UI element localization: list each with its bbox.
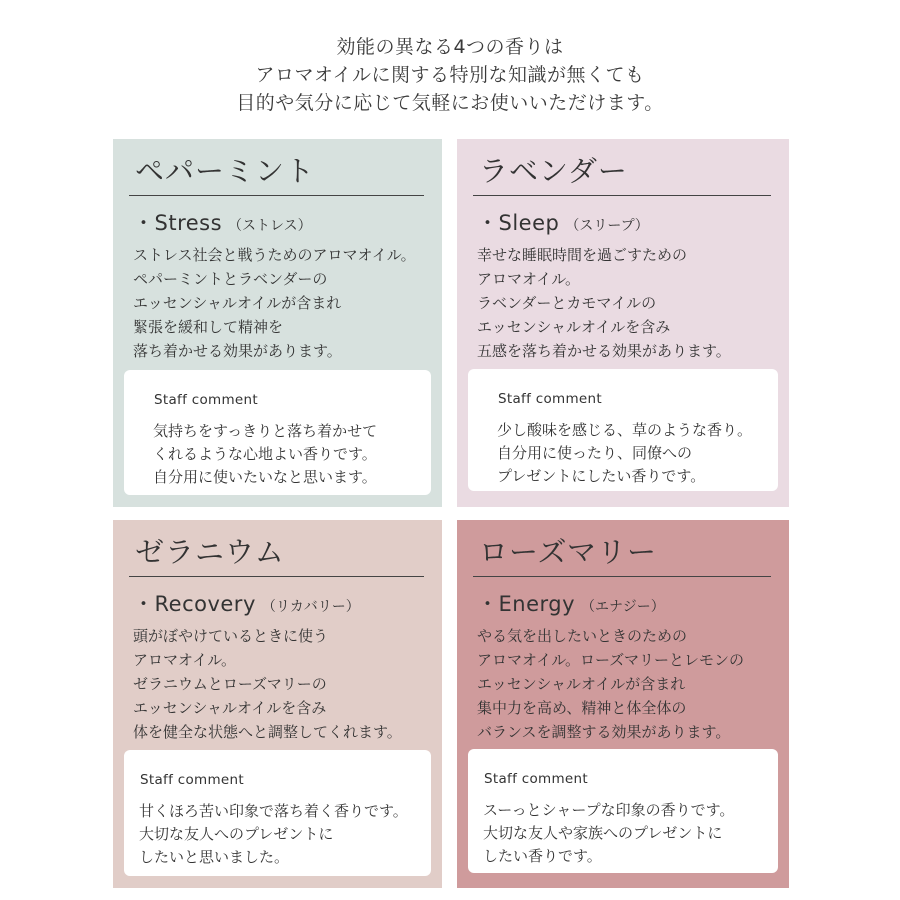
description-line: アロマオイル。 (133, 651, 237, 669)
comment-line: 大切な友人や家族へのプレゼントに (483, 824, 723, 842)
card-subtitle (133, 208, 312, 241)
comment-line: プレゼントにしたい香りです。 (497, 467, 706, 485)
comment-line: 自分用に使いたいなと思います。 (153, 468, 377, 486)
card-description (133, 624, 402, 744)
subtitle-kana: （スリープ） (565, 218, 649, 234)
staff-comment-box (468, 369, 778, 491)
card-geranium (113, 520, 442, 888)
card-subtitle (133, 589, 360, 622)
card-description (477, 624, 744, 744)
staff-comment-label: Staff comment (498, 391, 602, 407)
description-line: エッセンシャルオイルが含まれ (477, 675, 686, 693)
description-line: ペパーミントとラベンダーの (133, 270, 328, 288)
intro-line: 効能の異なる4つの香りは (336, 36, 564, 58)
subtitle-english: ・Recovery (133, 592, 256, 616)
comment-line: 少し酸味を感じる、草のような香り。 (497, 421, 753, 439)
description-line: バランスを調整する効果があります。 (477, 723, 731, 741)
description-line: やる気を出したいときのための (477, 627, 688, 645)
staff-comment-text (483, 799, 734, 868)
staff-comment-text (139, 800, 408, 869)
description-line: エッセンシャルオイルを含み (477, 318, 671, 336)
subtitle-english: ・Energy (477, 592, 576, 616)
staff-comment-box (468, 749, 778, 873)
subtitle-kana: （リカバリー） (261, 599, 360, 615)
card-rosemary (457, 520, 789, 888)
subtitle-kana: （ストレス） (228, 218, 312, 234)
staff-comment-label: Staff comment (140, 772, 244, 788)
card-description (133, 243, 416, 363)
description-line: ラベンダーとカモマイルの (477, 294, 657, 312)
card-peppermint (113, 139, 442, 507)
card-title: ラベンダー (479, 154, 628, 188)
description-line: 体を健全な状態へと調整してくれます。 (133, 723, 402, 741)
comment-line: したい香りです。 (483, 847, 602, 865)
staff-comment-text (153, 420, 377, 489)
description-line: ストレス社会と戦うためのアロマオイル。 (133, 246, 416, 264)
card-title: ゼラニウム (135, 535, 285, 569)
description-line: ゼラニウムとローズマリーの (133, 675, 327, 693)
subtitle-english: ・Stress (133, 211, 223, 235)
comment-line: スーっとシャープな印象の香りです。 (483, 801, 735, 819)
staff-comment-label: Staff comment (154, 392, 258, 408)
comment-line: くれるような心地よい香りです。 (153, 445, 377, 463)
description-line: アロマオイル。 (477, 270, 581, 288)
title-divider (129, 576, 424, 577)
comment-line: 大切な友人へのプレゼントに (139, 825, 334, 843)
card-title: ローズマリー (479, 535, 657, 569)
card-description (477, 243, 731, 363)
title-divider (129, 195, 424, 196)
comment-line: 自分用に使ったり、同僚への (497, 444, 693, 462)
title-divider (473, 195, 771, 196)
subtitle-english: ・Sleep (477, 211, 560, 235)
description-line: アロマオイル。ローズマリーとレモンの (477, 651, 745, 669)
comment-line: 甘くほろ苦い印象で落ち着く香りです。 (139, 802, 408, 820)
card-subtitle (477, 589, 665, 622)
comment-line: したいと思いました。 (139, 848, 290, 866)
title-divider (473, 576, 771, 577)
card-lavender (457, 139, 789, 507)
intro-text (0, 33, 900, 117)
description-line: エッセンシャルオイルが含まれ (133, 294, 342, 312)
staff-comment-text (497, 419, 752, 488)
card-subtitle (477, 208, 649, 241)
description-line: 緊張を緩和して精神を (133, 318, 284, 336)
staff-comment-box (124, 750, 431, 876)
description-line: 落ち着かせる効果があります。 (133, 342, 342, 360)
description-line: エッセンシャルオイルを含み (133, 699, 327, 717)
intro-line: 目的や気分に応じて気軽にお使いいただけます。 (236, 92, 664, 114)
comment-line: 気持ちをすっきりと落ち着かせて (153, 422, 378, 440)
description-line: 五感を落ち着かせる効果があります。 (477, 342, 731, 360)
intro-line: アロマオイルに関する特別な知識が無くても (255, 64, 645, 86)
description-line: 幸せな睡眠時間を過ごすための (477, 246, 688, 264)
staff-comment-box (124, 370, 431, 495)
staff-comment-label: Staff comment (484, 771, 588, 787)
subtitle-kana: （エナジー） (581, 599, 665, 615)
card-title: ペパーミント (135, 154, 316, 188)
description-line: 集中力を高め、精神と体全体の (477, 699, 687, 717)
description-line: 頭がぼやけているときに使う (133, 627, 329, 645)
